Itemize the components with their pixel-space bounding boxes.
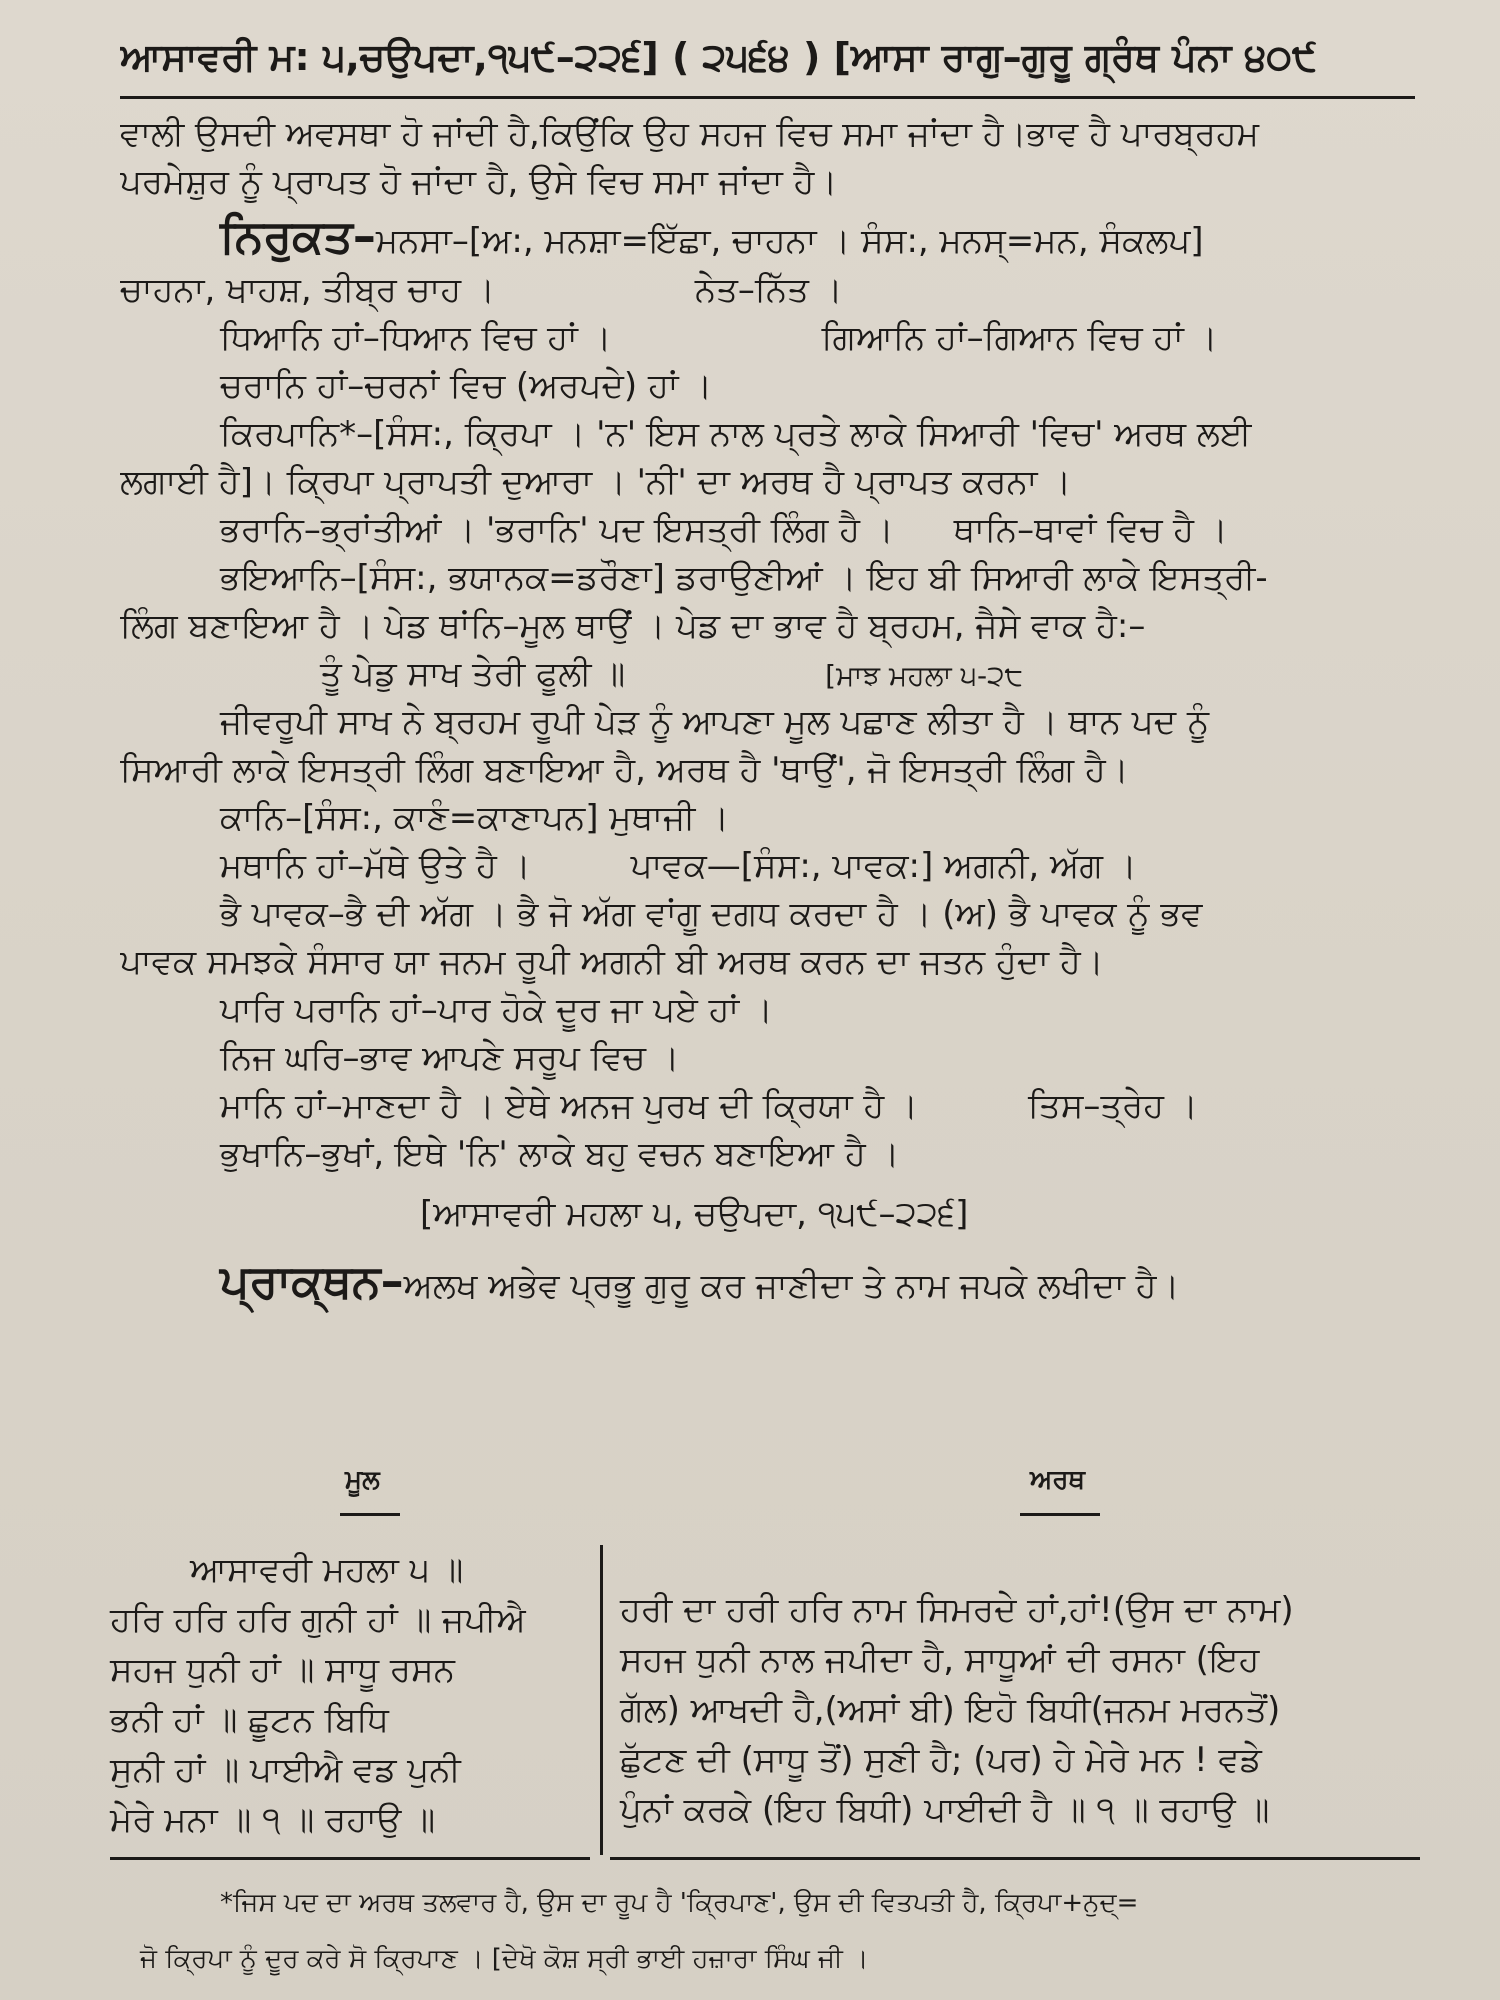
column-rule-right bbox=[610, 1857, 1420, 1860]
page-header: ਆਸਾਵਰੀ ਮ: ੫,ਚਉਪਦਾ,੧੫੯–੨੨੬] ( ੨੫੬੪ ) [ਆਸਾ ਰਾਗੁ–ਗੁਰੂ ਗ੍ਰੰਥ ਪੰਨਾ ੪੦੯ bbox=[120, 35, 1317, 79]
col-right-header-rule bbox=[1020, 1513, 1100, 1516]
verse-columns bbox=[110, 1545, 1420, 1865]
bhraan-line bbox=[120, 506, 1420, 554]
bhiaan-line-2: ਲਿੰਗ ਬਣਾਇਆ ਹੈ । ਪੇਡ ਥਾਂਨਿ–ਮੂਲ ਥਾਉਂ । ਪੇਡ ਦਾ ਭਾਵ ਹੈ ਬ੍ਰਹਮ, ਜੈਸੇ ਵਾਕ ਹੈ:– bbox=[120, 606, 1146, 646]
nij-line: ਨਿਜ ਘਰਿ–ਭਾਵ ਆਪਣੇ ਸਰੂਪ ਵਿਚ । bbox=[220, 1038, 680, 1078]
bhiaan-line-1: ਭਇਆਨਿ–[ਸੰਸ:, ਭਯਾਨਕ=ਡਰੌਣਾ] ਡਰਾਉਣੀਆਂ । ਇਹ ਬੀ ਸਿਆਰੀ ਲਾਕੇ ਇਸਤ੍ਰੀ- bbox=[220, 558, 1268, 598]
footnote bbox=[140, 1875, 1400, 1987]
thaan-text: ਥਾਨਿ–ਥਾਵਾਂ ਵਿਚ ਹੈ । bbox=[953, 510, 1228, 550]
mool-line: ਸਹਜ ਧੁਨੀ ਹਾਂ ॥ ਸਾਧੂ ਰਸਨ bbox=[110, 1650, 455, 1690]
quote-line bbox=[120, 650, 1420, 698]
arth-line: ਗੱਲ) ਆਖਦੀ ਹੈ,(ਅਸਾਂ ਬੀ) ਇਹੋ ਬਿਧੀ(ਜਨਮ ਮਰਨਤੋਂ) bbox=[620, 1690, 1281, 1730]
prakthan-line bbox=[120, 1248, 1420, 1314]
column-divider bbox=[600, 1545, 603, 1855]
bhai-line-2: ਪਾਵਕ ਸਮਝਕੇ ਸੰਸਾਰ ਯਾ ਜਨਮ ਰੂਪੀ ਅਗਨੀ ਬੀ ਅਰਥ ਕਰਨ ਦਾ ਜਤਨ ਹੁੰਦਾ ਹੈ। bbox=[120, 942, 1104, 982]
col-right-header: ਅਰਥ bbox=[1030, 1465, 1085, 1495]
jeev-line-1: ਜੀਵਰੂਪੀ ਸਾਖ ਨੇ ਬ੍ਰਹਮ ਰੂਪੀ ਪੇੜ ਨੂੰ ਆਪਣਾ ਮੂਲ ਪਛਾਣ ਲੀਤਾ ਹੈ । ਥਾਨ ਪਦ ਨੂੰ bbox=[220, 702, 1210, 742]
col-left-header: ਮੂਲ bbox=[345, 1465, 380, 1495]
maan-line bbox=[120, 1082, 1420, 1130]
paavak-text: ਪਾਵਕ—[ਸੰਸ:, ਪਾਵਕ:] ਅਗਨੀ, ਅੱਗ । bbox=[630, 846, 1137, 886]
chahna-line bbox=[120, 266, 1420, 314]
intro-line-2: ਪਰਮੇਸ਼ੁਰ ਨੂੰ ਪ੍ਰਾਪਤ ਹੋ ਜਾਂਦਾ ਹੈ, ਉਸੇ ਵਿਚ ਸਮਾ ਜਾਂਦਾ ਹੈ। bbox=[120, 162, 838, 202]
dhiaan-text: ਧਿਆਨਿ ਹਾਂ–ਧਿਆਨ ਵਿਚ ਹਾਂ । bbox=[220, 318, 612, 358]
bhai-line-1: ਭੈ ਪਾਵਕ–ਭੈ ਦੀ ਅੱਗ । ਭੈ ਜੋ ਅੱਗ ਵਾਂਗੂ ਦਗਧ ਕਰਦਾ ਹੈ । (ਅ) ਭੈ ਪਾਵਕ ਨੂੰ ਭਵ bbox=[220, 894, 1203, 934]
prakthan-heading: ਪ੍ਰਾਕ੍ਥਨ– bbox=[220, 1254, 404, 1308]
tis-text: ਤਿਸ–ਤ੍ਰੇਹ । bbox=[1027, 1086, 1198, 1126]
intro-line-1: ਵਾਲੀ ਉਸਦੀ ਅਵਸਥਾ ਹੋ ਜਾਂਦੀ ਹੈ,ਕਿਉਂਕਿ ਉਹ ਸਹਜ ਵਿਚ ਸਮਾ ਜਾਂਦਾ ਹੈ।ਭਾਵ ਹੈ ਪਾਰਬ੍ਰਹਮ bbox=[120, 114, 1260, 154]
nirukt-first: ਮਨਸਾ–[ਅ:, ਮਨਸ਼ਾ=ਇੱਛਾ, ਚਾਹਨਾ । ਸੰਸ:, ਮਨਸ੍=ਮਨ, ਸੰਕਲਪ] bbox=[375, 221, 1204, 261]
maan-text: ਮਾਨਿ ਹਾਂ–ਮਾਣਦਾ ਹੈ । ਏਥੇ ਅਨਜ ਪੁਰਖ ਦੀ ਕ੍ਰਿਯਾ ਹੈ । bbox=[220, 1086, 918, 1126]
mool-line: ਭਨੀ ਹਾਂ ॥ ਛੂਟਨ ਬਿਧਿ bbox=[110, 1700, 389, 1740]
mool-line: ਸੁਨੀ ਹਾਂ ॥ ਪਾਈਐ ਵਡ ਪੁਨੀ bbox=[110, 1750, 461, 1790]
header-rule bbox=[120, 96, 1415, 99]
kirpan-line-2: ਲਗਾਈ ਹੈ]। ਕ੍ਰਿਪਾ ਪ੍ਰਾਪਤੀ ਦੁਆਰਾ । 'ਨੀ' ਦਾ ਅਰਥ ਹੈ ਪ੍ਰਾਪਤ ਕਰਨਾ । bbox=[120, 462, 1072, 502]
net-text: ਨੇਤ–ਨਿੱਤ । bbox=[694, 270, 843, 310]
section-title: [ਆਸਾਵਰੀ ਮਹਲਾ ੫, ਚਉਪਦਾ, ੧੫੯–੨੨੬] bbox=[420, 1194, 969, 1234]
dhiaan-line bbox=[120, 314, 1420, 362]
mool-line: ਹਰਿ ਹਰਿ ਹਰਿ ਗੁਨੀ ਹਾਂ ॥ ਜਪੀਐ bbox=[110, 1600, 526, 1640]
column-rule-left bbox=[110, 1857, 590, 1860]
arth-line: ਹਰੀ ਦਾ ਹਰੀ ਹਰਿ ਨਾਮ ਸਿਮਰਦੇ ਹਾਂ,ਹਾਂ!(ਉਸ ਦਾ ਨਾਮ) bbox=[620, 1590, 1294, 1630]
mool-line: ਆਸਾਵਰੀ ਮਹਲਾ ੫ ॥ bbox=[190, 1550, 464, 1590]
col-left-header-rule bbox=[340, 1513, 400, 1516]
quote-text: ਤੂੰ ਪੇਡੁ ਸਾਖ ਤੇਰੀ ਫੂਲੀ ॥ bbox=[320, 654, 626, 694]
chahna-text: ਚਾਹਨਾ, ਖਾਹਸ਼, ਤੀਬ੍ਰ ਚਾਹ । bbox=[120, 270, 495, 310]
paar-line: ਪਾਰਿ ਪਰਾਨਿ ਹਾਂ–ਪਾਰ ਹੋਕੇ ਦੂਰ ਜਾ ਪਏ ਹਾਂ । bbox=[220, 990, 773, 1030]
mool-line: ਮੇਰੇ ਮਨਾ ॥ ੧ ॥ ਰਹਾਉ ॥ bbox=[110, 1800, 436, 1840]
arth-line: ਛੁੱਟਣ ਦੀ (ਸਾਧੂ ਤੋਂ) ਸੁਣੀ ਹੈ; (ਪਰ) ਹੇ ਮੇਰੇ ਮਨ ! ਵਡੇ bbox=[620, 1740, 1262, 1780]
nirukt-heading: ਨਿਰੁਕਤ– bbox=[220, 209, 376, 263]
kaan-line: ਕਾਨਿ–[ਸੰਸ:, ਕਾਣੰ=ਕਾਣਾਪਨ] ਮੁਥਾਜੀ । bbox=[220, 798, 730, 838]
footnote-line-2: ਜੋ ਕ੍ਰਿਪਾ ਨੂੰ ਦੂਰ ਕਰੇ ਸੋ ਕ੍ਰਿਪਾਣ । [ਦੇਖੋ ਕੋਸ਼ ਸ੍ਰੀ ਭਾਈ ਹਜ਼ਾਰਾ ਸਿੰਘ ਜੀ । bbox=[140, 1944, 869, 1974]
giaan-text: ਗਿਆਨਿ ਹਾਂ–ਗਿਆਨ ਵਿਚ ਹਾਂ । bbox=[821, 318, 1218, 358]
arth-line: ਪੁੰਨਾਂ ਕਰਕੇ (ਇਹ ਬਿਧੀ) ਪਾਈਦੀ ਹੈ ॥ ੧ ॥ ਰਹਾਉ ॥ bbox=[620, 1790, 1270, 1830]
mathaan-text: ਮਥਾਨਿ ਹਾਂ–ਮੱਥੇ ਉਤੇ ਹੈ । bbox=[220, 846, 531, 886]
jeev-line-2: ਸਿਆਰੀ ਲਾਕੇ ਇਸਤ੍ਰੀ ਲਿੰਗ ਬਣਾਇਆ ਹੈ, ਅਰਥ ਹੈ 'ਥਾਉਂ', ਜੋ ਇਸਤ੍ਰੀ ਲਿੰਗ ਹੈ। bbox=[120, 750, 1129, 790]
footnote-line-1: *ਜਿਸ ਪਦ ਦਾ ਅਰਥ ਤਲਵਾਰ ਹੈ, ਉਸ ਦਾ ਰੂਪ ਹੈ 'ਕ੍ਰਿਪਾਣ', ਉਸ ਦੀ ਵਿਤਪਤੀ ਹੈ, ਕ੍ਰਿਪਾ+ਨੁਦ੍= bbox=[220, 1888, 1139, 1918]
arth-line: ਸਹਜ ਧੁਨੀ ਨਾਲ ਜਪੀਦਾ ਹੈ, ਸਾਧੂਆਂ ਦੀ ਰਸਨਾ (ਇਹ bbox=[620, 1640, 1260, 1680]
kirpan-line-1: ਕਿਰਪਾਨਿ*–[ਸੰਸ:, ਕ੍ਰਿਪਾ । 'ਨ' ਇਸ ਨਾਲ ਪ੍ਰਤੇ ਲਾਕੇ ਸਿਆਰੀ 'ਵਿਚ' ਅਰਥ ਲਈ bbox=[220, 414, 1252, 454]
body-text bbox=[120, 110, 1420, 1314]
arth-column bbox=[620, 1585, 1420, 1835]
bhukh-line: ਭੁਖਾਨਿ–ਭੁਖਾਂ, ਇਥੇ 'ਨਿ' ਲਾਕੇ ਬਹੁ ਵਚਨ ਬਣਾਇਆ ਹੈ । bbox=[220, 1134, 900, 1174]
mool-column bbox=[110, 1545, 590, 1845]
quote-ref: [ਮਾਝ ਮਹਲਾ ੫-੨੮ bbox=[825, 659, 1024, 692]
nirukt-line bbox=[120, 206, 1420, 266]
mathaan-line bbox=[120, 842, 1420, 890]
charan-line: ਚਰਾਨਿ ਹਾਂ–ਚਰਨਾਂ ਵਿਚ (ਅਰਪਦੇ) ਹਾਂ । bbox=[220, 366, 713, 406]
bhraan-text: ਭਰਾਨਿ–ਭ੍ਰਾਂਤੀਆਂ । 'ਭਰਾਨਿ' ਪਦ ਇਸਤ੍ਰੀ ਲਿੰਗ ਹੈ । bbox=[220, 510, 894, 550]
prakthan-text: ਅਲਖ ਅਭੇਵ ਪ੍ਰਭੂ ਗੁਰੂ ਕਰ ਜਾਣੀਦਾ ਤੇ ਨਾਮ ਜਪਕੇ ਲਖੀਦਾ ਹੈ। bbox=[403, 1266, 1180, 1306]
